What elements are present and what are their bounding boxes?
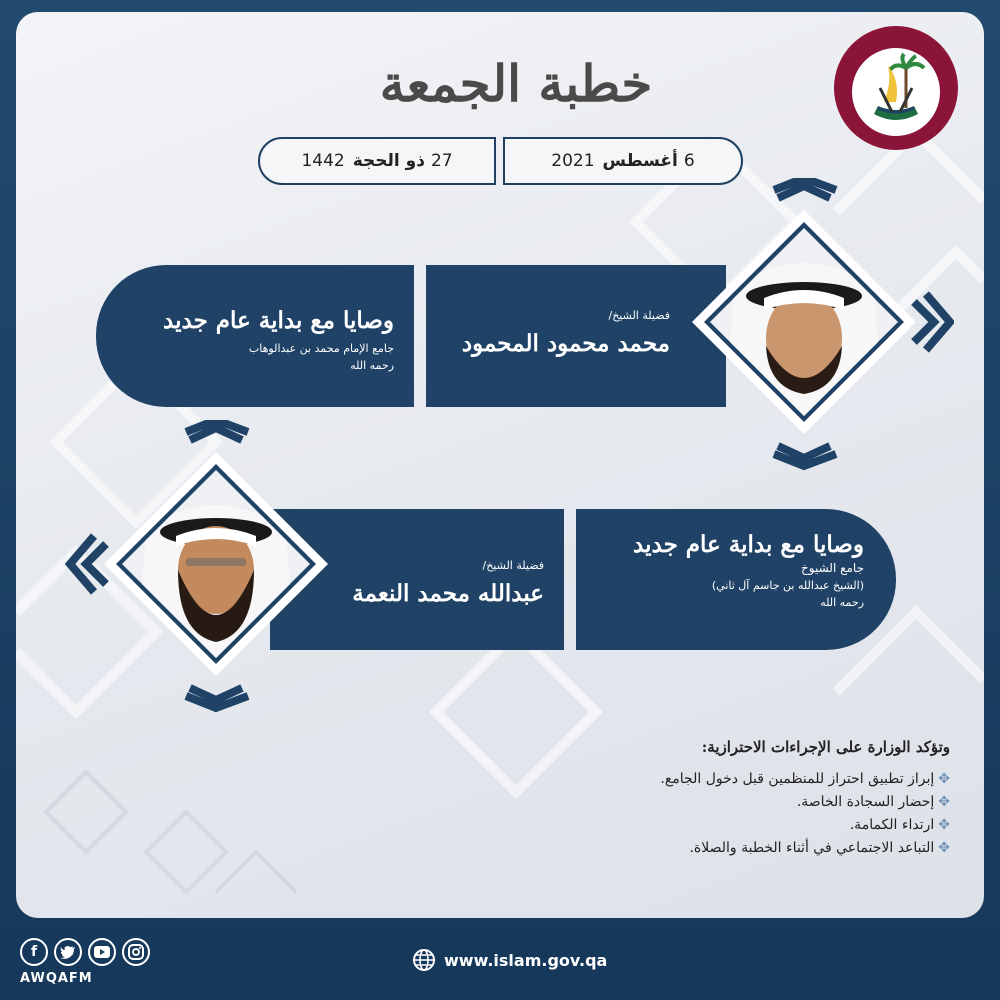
khutba-2-mosque xyxy=(586,560,864,611)
khutba-2-topic-panel xyxy=(576,509,896,650)
khutba-1-portrait-photo xyxy=(704,218,904,428)
khutba-1-portrait-frame xyxy=(664,178,954,478)
facebook-icon[interactable]: f xyxy=(20,938,48,966)
khutba-1-topic-panel xyxy=(96,265,414,407)
khutba-2-mosque-line3: رحمه الله xyxy=(820,596,864,609)
flower-bullet-icon: ✥ xyxy=(938,817,950,833)
flower-bullet-icon: ✥ xyxy=(938,840,950,856)
social-links xyxy=(20,938,150,966)
khutba-1-preacher-name: محمد محمود المحمود xyxy=(461,330,670,357)
precaution-text: إحضار السجادة الخاصة. xyxy=(796,794,935,810)
khutba-1-honorific: فضيلة الشيخ/ xyxy=(608,309,670,322)
khutba-1-mosque-line1: جامع الإمام محمد بن عبدالوهاب xyxy=(248,342,394,355)
hijri-day: 27 xyxy=(430,151,453,171)
precaution-item xyxy=(560,791,950,814)
youtube-icon[interactable] xyxy=(88,938,116,966)
twitter-icon[interactable] xyxy=(54,938,82,966)
hijri-year: 1442 xyxy=(301,151,345,171)
website-link[interactable] xyxy=(412,948,607,972)
precaution-item xyxy=(560,837,950,860)
precaution-item xyxy=(560,768,950,791)
page-title: خطبة الجمعة xyxy=(379,54,653,113)
hijri-month: ذو الحجة xyxy=(352,151,425,171)
khutba-2-mosque-line2: (الشيخ عبدالله بن جاسم آل ثاني) xyxy=(711,579,864,592)
khutba-2-portrait-photo xyxy=(116,460,316,670)
precaution-text: ارتداء الكمامة. xyxy=(849,817,935,833)
brand-handle: AWQAFM xyxy=(20,971,93,986)
globe-icon xyxy=(412,948,436,972)
khutba-2-preacher-name: عبدالله محمد النعمة xyxy=(352,580,544,607)
qatar-awqaf-logo xyxy=(830,22,962,154)
instagram-icon[interactable] xyxy=(122,938,150,966)
poster-card xyxy=(16,12,984,918)
precaution-item xyxy=(560,814,950,837)
khutba-2-topic: وصايا مع بداية عام جديد xyxy=(633,531,864,558)
khutba-1-topic: وصايا مع بداية عام جديد xyxy=(163,307,394,334)
gregorian-day: 6 xyxy=(683,151,695,171)
precautions-section xyxy=(560,738,950,860)
khutba-1-mosque xyxy=(106,340,394,374)
khutba-2-portrait-frame xyxy=(56,420,346,720)
gregorian-month: أغسطس xyxy=(602,151,678,171)
precautions-heading: وتؤكد الوزارة على الإجراءات الاحترازية: xyxy=(701,738,950,756)
gregorian-year: 2021 xyxy=(551,151,595,171)
khutba-2-mosque-line1: جامع الشيوخ xyxy=(801,561,864,575)
precaution-text: إبراز تطبيق احتراز للمنظمين قبل دخول الجامع. xyxy=(660,771,935,787)
flower-bullet-icon: ✥ xyxy=(938,794,950,810)
flower-bullet-icon: ✥ xyxy=(938,771,950,787)
website-url: www.islam.gov.qa xyxy=(444,950,608,970)
khutba-1-mosque-line2: رحمه الله xyxy=(350,359,394,372)
hijri-date-box xyxy=(258,137,496,185)
precaution-text: التباعد الاجتماعي في أثناء الخطبة والصلاة. xyxy=(689,840,935,856)
khutba-2-honorific: فضيلة الشيخ/ xyxy=(482,559,544,572)
